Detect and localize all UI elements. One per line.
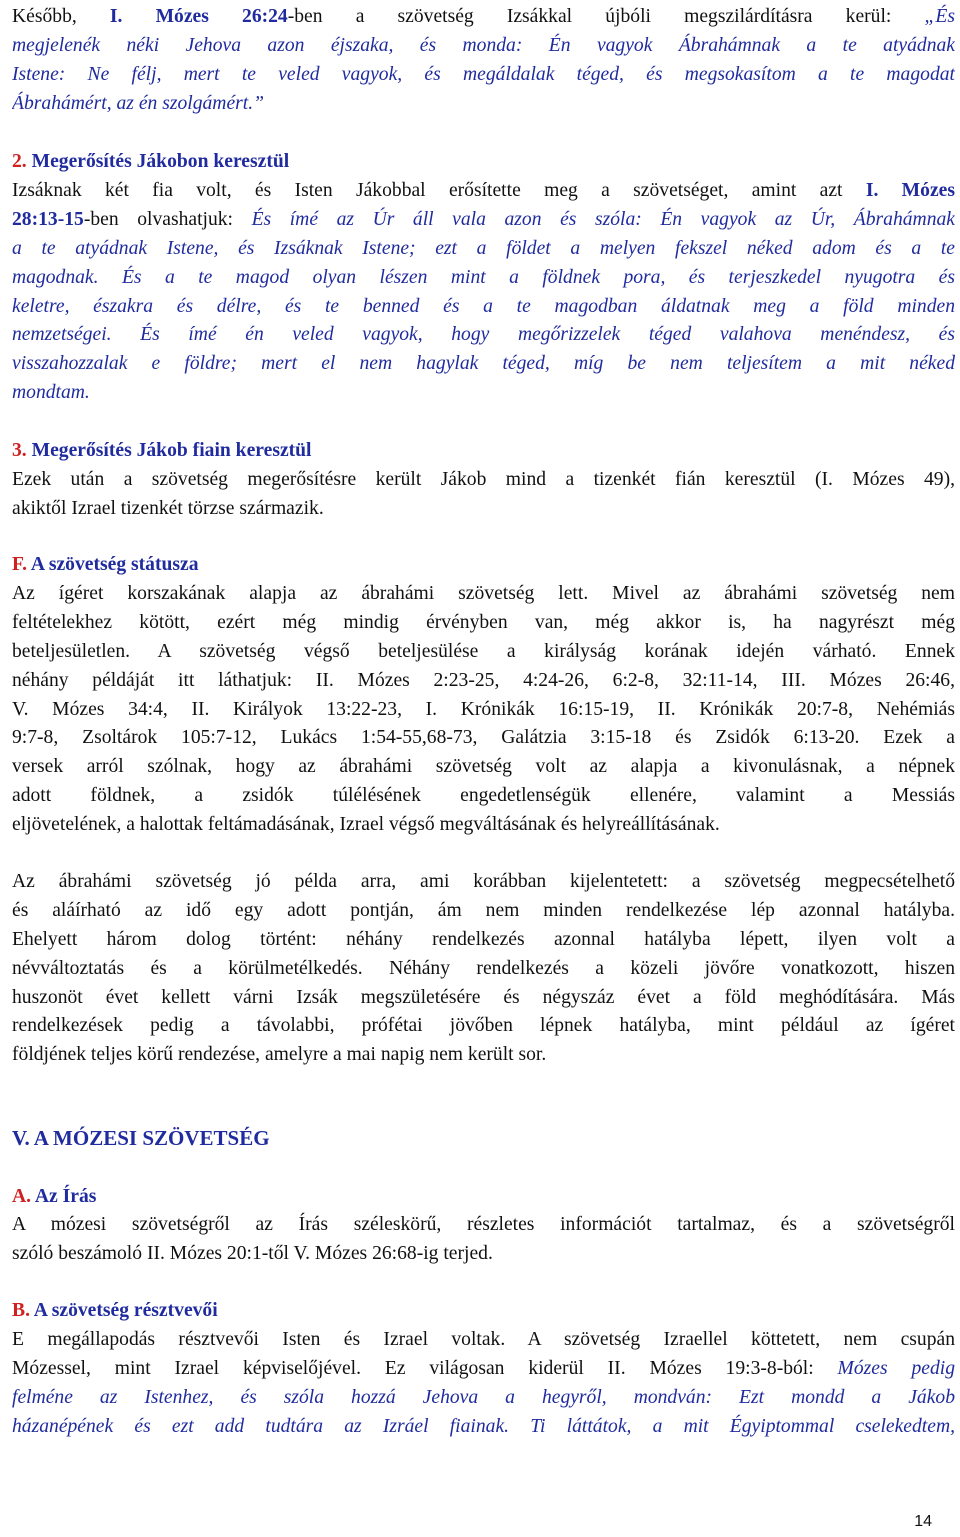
scripture-quote: Mózes pedig	[837, 1357, 955, 1379]
text-line: Mózessel, mint Izrael képviselőjével. Ez világosan kiderül II. Mózes 19:3-8-ból: Mózes pedig	[12, 1357, 955, 1379]
scripture-reference: 28:13-15	[12, 208, 84, 230]
text-line: névváltoztatás és a körülmetélkedés. Néhány rendelkezés a közeli jövőre vonatkozott, hiszen	[12, 957, 955, 979]
scripture-quote-line: visszahozzalak e földre; mert el nem hagylak téged, míg be nem teljesítem a mit néked	[12, 353, 955, 375]
page-number: 14	[914, 1513, 932, 1530]
scripture-quote-line: magodnak. És a te magod olyan lészen mint a földnek pora, és terjeszkedel nyugotra és	[12, 266, 955, 288]
text-line: néhány példáját itt láthatjuk: II. Mózes 2:23-25, 4:24-26, 6:2-8, 32:11-14, III. Mózes 26:46,	[12, 669, 955, 691]
scripture-quote: „És	[924, 6, 955, 27]
scripture-quote-line: Istene: Ne félj, mert te veled vagyok, és megáldalak téged, és megsokasítom a te magodat	[12, 63, 955, 85]
text-line: Ezek után a szövetség megerősítésre került Jákob mind a tizenkét fián keresztül (I. Mózes 49),	[12, 469, 955, 490]
scripture-quote-line: a te atyádnak Istene, és Izsáknak Istene; ezt a földet a melyen fekszel néked adom és a te	[12, 237, 955, 259]
text-line: és aláírható az idő egy adott pontján, ám nem minden rendelkezése lép azonnal hatályba.	[12, 899, 955, 921]
paragraph-participants	[12, 1326, 955, 1442]
paragraph-abrahamic-example	[12, 868, 955, 1070]
paragraph-scripture-source	[12, 1211, 955, 1269]
section-heading-b: B. A szövetség résztvevői	[12, 1300, 218, 1321]
text-line: 28:13-15-ben olvashatjuk: És ímé az Úr áll vala azon és szóla: Én vagyok az Úr, Ábrahámnak	[12, 208, 955, 230]
text-line: akiktől Izrael tizenkét törzse származik.	[12, 497, 324, 519]
paragraph-isaac-covenant	[12, 3, 955, 119]
scripture-quote-line: nemzetségei. És ímé én veled vagyok, hogy megőrizzelek téged valahova menéndesz, és	[12, 324, 955, 346]
text-line: A mózesi szövetségről az Írás széleskörű, részletes információt tartalmaz, és a szövetségről	[12, 1214, 955, 1235]
text-line: Izsáknak két fia volt, és Isten Jákobbal erősítette meg a szövetséget, amint azt I. Mózes	[12, 180, 955, 201]
scripture-quote: És ímé az Úr áll vala azon és szóla: Én vagyok az Úr, Ábrahámnak	[251, 208, 955, 230]
text-line: V. Mózes 34:4, II. Királyok 13:22-23, I. Krónikák 16:15-19, II. Krónikák 20:7-8, Nehémiás	[12, 698, 955, 720]
section-heading-f: F. A szövetség státusza	[12, 554, 199, 575]
paragraph-jacob-covenant	[12, 177, 955, 408]
scripture-quote-line: házanépének és ezt add tudtára az Izráel fiainak. Ti láttátok, a mit Égyiptommal cselekedtem,	[12, 1415, 955, 1437]
text-line: beteljesületlen. A szövetség végső beteljesülése a királyság korának idején várható. Ennek	[12, 640, 955, 662]
text-line: Az ígéret korszakának alapja az ábrahámi szövetség lett. Mivel az ábrahámi szövetség nem	[12, 583, 955, 604]
scripture-quote-line: keletre, északra és délre, és te benned és a te magodban áldatnak meg a föld minden	[12, 295, 955, 317]
text-line: versek arról szólnak, hogy az ábrahámi szövetség volt az alapja a kivonulásnak, a népnek	[12, 756, 955, 778]
section-heading-a: A. Az Írás	[12, 1186, 97, 1207]
scripture-reference: I. Mózes 26:24	[109, 6, 288, 27]
scripture-quote-line: felméne az Istenhez, és szóla hozzá Jehova a hegyről, mondván: Ezt mondd a Jákob	[12, 1386, 955, 1408]
text-line: huszonöt évet kellett várni Izsák megszületésére és négyszáz évet a föld meghódítására. Más	[12, 986, 955, 1008]
text-line: Ehelyett három dolog történt: néhány rendelkezés azonnal hatályba lépett, ilyen volt a	[12, 928, 955, 950]
section-heading-3: 3. Megerősítés Jákob fiain keresztül	[12, 440, 312, 461]
text-line: 9:7-8, Zsoltárok 105:7-12, Lukács 1:54-55,68-73, Galátzia 3:15-18 és Zsidók 6:13-20. Ezek a	[12, 727, 955, 749]
text-line: feltételekhez kötött, ezért még mindig érvényben van, még akkor is, ha nagyrészt még	[12, 611, 955, 633]
scripture-quote-line: megjelenék néki Jehova azon éjszaka, és monda: Én vagyok Ábrahámnak a te atyádnak	[12, 34, 955, 56]
scripture-reference: I. Mózes	[865, 180, 955, 201]
scripture-quote-line: mondtam.	[12, 382, 90, 404]
text-line: Később, I. Mózes 26:24-ben a szövetség Izsákkal újbóli megszilárdításra kerül: „És	[12, 6, 955, 27]
chapter-heading-v: V. A MÓZESI SZÖVETSÉG	[12, 1126, 270, 1150]
text-line: szóló beszámoló II. Mózes 20:1-től V. Mózes 26:68-ig terjed.	[12, 1242, 493, 1264]
paragraph-jacob-sons	[12, 466, 955, 524]
text-line: E megállapodás résztvevői Isten és Izrael voltak. A szövetség Izraellel köttetett, nem csupán	[12, 1329, 955, 1350]
text-line: adott földnek, a zsidók túlélésének engedetlenségük ellenére, valamint a Messiás	[12, 785, 955, 807]
text-line: földjének teljes körű rendezése, amelyre a mai napig nem került sor.	[12, 1044, 547, 1066]
text-line: eljövetelének, a halottak feltámadásának, Izrael végső megváltásának és helyreállításának.	[12, 814, 720, 836]
paragraph-covenant-status	[12, 580, 955, 840]
text-line: Az ábrahámi szövetség jó példa arra, ami korábban kijelentetett: a szövetség megpecsételhető	[12, 871, 955, 892]
scripture-quote-line: Ábrahámért, az én szolgámért.”	[12, 92, 265, 114]
section-heading-2: 2. Megerősítés Jákobon keresztül	[12, 151, 290, 172]
text-line: rendelkezések pedig a távolabbi, prófétai jövőben lépnek hatályba, mint például az ígéret	[12, 1015, 955, 1037]
